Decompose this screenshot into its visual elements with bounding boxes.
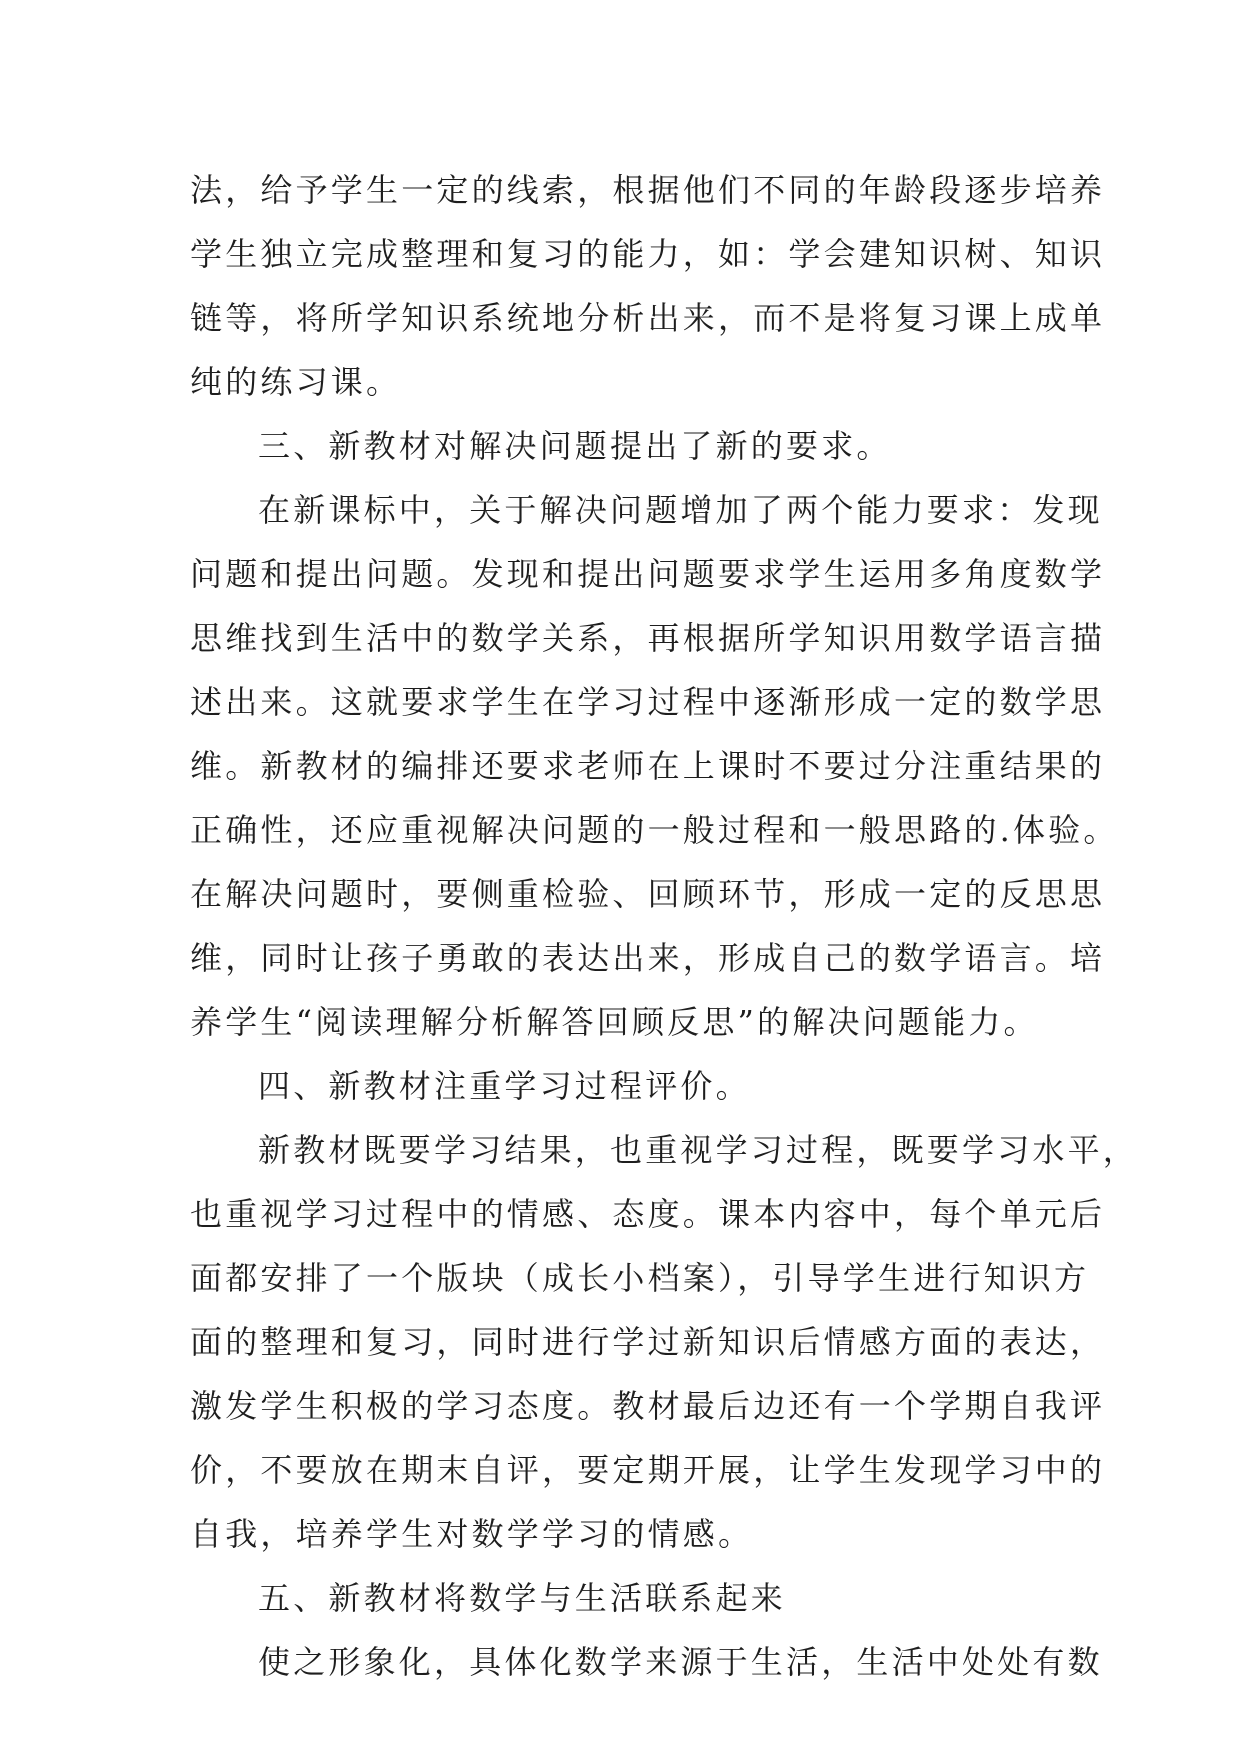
text-line: 使之形象化，具体化数学来源于生活，生活中处处有数: [258, 1643, 1103, 1681]
text-line: 述出来。这就要求学生在学习过程中逐渐形成一定的数学思: [190, 683, 1106, 721]
text-line: 自我，培养学生对数学学习的情感。: [190, 1515, 754, 1553]
text-line: 五、新教材将数学与生活联系起来: [258, 1579, 787, 1617]
text-line: 链等，将所学知识系统地分析出来，而不是将复习课上成单: [190, 299, 1106, 337]
text-line: 在新课标中，关于解决问题增加了两个能力要求：发现: [258, 491, 1103, 529]
text-line: 激发学生积极的学习态度。教材最后边还有一个学期自我评: [190, 1387, 1106, 1425]
text-line: 价，不要放在期末自评，要定期开展，让学生发现学习中的: [190, 1451, 1106, 1489]
text-line: 三、新教材对解决问题提出了新的要求。: [258, 427, 892, 465]
text-line: 学生独立完成整理和复习的能力，如：学会建知识树、知识: [190, 235, 1106, 273]
text-line: 法，给予学生一定的线索，根据他们不同的年龄段逐步培养: [190, 171, 1106, 209]
document-body: [190, 158, 1139, 1694]
text-line: 在解决问题时，要侧重检验、回顾环节，形成一定的反思思: [190, 875, 1106, 913]
text-line: 也重视学习过程中的情感、态度。课本内容中，每个单元后: [190, 1195, 1106, 1233]
text-line: 养学生“阅读理解分析解答回顾反思”的解决问题能力。: [190, 1003, 1039, 1041]
text-line: 纯的练习课。: [190, 363, 402, 401]
text-line: 面都安排了一个版块（成长小档案），引导学生进行知识方: [190, 1259, 1090, 1297]
text-line: 维，同时让孩子勇敢的表达出来，形成自己的数学语言。培: [190, 939, 1106, 977]
text-line: 新教材既要学习结果，也重视学习过程，既要学习水平，: [258, 1131, 1139, 1169]
text-line: 问题和提出问题。发现和提出问题要求学生运用多角度数学: [190, 555, 1106, 593]
text-line: 维。新教材的编排还要求老师在上课时不要过分注重结果的: [190, 747, 1106, 785]
text-line: 面的整理和复习，同时进行学过新知识后情感方面的表达，: [190, 1323, 1106, 1361]
text-line: 思维找到生活中的数学关系，再根据所学知识用数学语言描: [190, 619, 1106, 657]
text-line: 正确性，还应重视解决问题的一般过程和一般思路的.体验。: [190, 811, 1119, 849]
text-line: 四、新教材注重学习过程评价。: [258, 1067, 751, 1105]
